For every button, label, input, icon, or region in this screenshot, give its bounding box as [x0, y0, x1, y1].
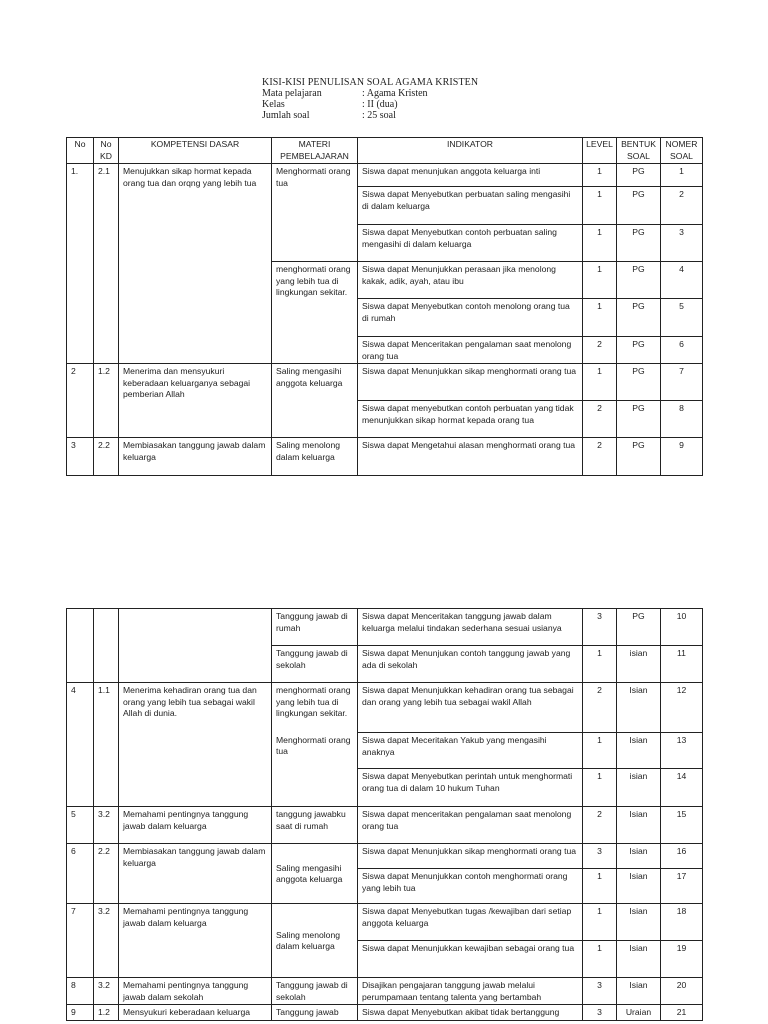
cell-indikator: Siswa dapat Menyebutkan akibat tidak bertanggung — [358, 1005, 583, 1021]
cell-level: 2 — [583, 807, 617, 844]
cell-level: 3 — [583, 978, 617, 1005]
cell-bentuk: Isian — [617, 844, 661, 869]
cell-bentuk: Isian — [617, 904, 661, 941]
cell-materi: menghormati orang yang lebih tua di lingkungan sekitar. — [272, 683, 358, 733]
cell-kd: 2.1 — [94, 164, 119, 364]
col-header-bentuk: BENTUK SOAL — [617, 138, 661, 164]
header-row-subject — [262, 88, 522, 99]
cell-bentuk: PG — [617, 225, 661, 262]
cell-indikator: Siswa dapat Mengetahui alasan menghormati orang tua — [358, 438, 583, 476]
table-row — [67, 164, 703, 187]
cell-indikator: Siswa dapat Menyebutkan contoh menolong orang tua di rumah — [358, 299, 583, 337]
cell-indikator: Siswa dapat menunjukan anggota keluarga inti — [358, 164, 583, 187]
cell-nomer: 8 — [661, 401, 703, 438]
cell-bentuk: Isian — [617, 978, 661, 1005]
header-row-count — [262, 110, 522, 121]
cell-no: 8 — [67, 978, 94, 1005]
cell-nomer: 3 — [661, 225, 703, 262]
cell-bentuk: PG — [617, 299, 661, 337]
cell-kd: 1.2 — [94, 364, 119, 438]
cell-bentuk: Isian — [617, 733, 661, 769]
cell-indikator: Siswa dapat Menunjukkan perasaan jika menolong kakak, adik, ayah, atau ibu — [358, 262, 583, 299]
cell-indikator: Siswa dapat Menyebutkan perintah untuk menghormati orang tua di dalam 10 hukum Tuhan — [358, 769, 583, 807]
cell-kd: 3.2 — [94, 807, 119, 844]
cell-kd: 3.2 — [94, 978, 119, 1005]
cell-no: 6 — [67, 844, 94, 904]
cell-level: 2 — [583, 401, 617, 438]
cell-level: 1 — [583, 262, 617, 299]
cell-indikator: Siswa dapat Menyebutkan perbuatan saling mengasihi di dalam keluarga — [358, 187, 583, 225]
cell-level: 3 — [583, 609, 617, 646]
cell-bentuk: PG — [617, 401, 661, 438]
cell-kd — [94, 609, 119, 683]
cell-nomer: 5 — [661, 299, 703, 337]
cell-nomer: 18 — [661, 904, 703, 941]
col-header-materi: MATERI PEMBELAJARAN — [272, 138, 358, 164]
cell-bentuk: isian — [617, 769, 661, 807]
cell-bentuk: PG — [617, 364, 661, 401]
cell-nomer: 2 — [661, 187, 703, 225]
cell-no: 7 — [67, 904, 94, 978]
document-title: KISI-KISI PENULISAN SOAL AGAMA KRISTEN — [262, 77, 479, 88]
table-row — [67, 438, 703, 476]
grid-table-page-1 — [66, 137, 703, 476]
cell-kompetensi: Mensyukuri keberadaan keluarga — [119, 1005, 272, 1021]
cell-nomer: 6 — [661, 337, 703, 364]
cell-nomer: 4 — [661, 262, 703, 299]
cell-bentuk: PG — [617, 337, 661, 364]
table-row — [67, 807, 703, 844]
header-value: : II (dua) — [362, 99, 398, 110]
col-header-no: No — [67, 138, 94, 164]
cell-kompetensi: Memahami pentingnya tanggung jawab dalam keluarga — [119, 904, 272, 978]
cell-level: 1 — [583, 769, 617, 807]
cell-materi: Tanggung jawab di rumah — [272, 609, 358, 646]
document-header — [262, 77, 522, 121]
cell-level: 1 — [583, 941, 617, 978]
cell-materi: tanggung jawabku saat di rumah — [272, 807, 358, 844]
cell-level: 1 — [583, 869, 617, 904]
cell-level: 1 — [583, 187, 617, 225]
header-value: : 25 soal — [362, 110, 396, 121]
cell-nomer: 10 — [661, 609, 703, 646]
cell-nomer: 12 — [661, 683, 703, 733]
cell-materi: Saling menolong dalam keluarga — [272, 904, 358, 978]
cell-indikator: Siswa dapat Menyebutkan tugas /kewajiban dari setiap anggota keluarga — [358, 904, 583, 941]
col-header-kompetensi: KOMPETENSI DASAR — [119, 138, 272, 164]
cell-materi: Tanggung jawab di sekolah — [272, 646, 358, 683]
cell-kompetensi — [119, 609, 272, 683]
cell-level: 2 — [583, 337, 617, 364]
cell-kd: 3.2 — [94, 904, 119, 978]
cell-indikator: Siswa dapat Menunjukkan sikap menghormati orang tua — [358, 844, 583, 869]
cell-indikator: Siswa dapat Menunjukkan contoh menghormati orang yang lebih tua — [358, 869, 583, 904]
cell-kd: 2.2 — [94, 844, 119, 904]
cell-kompetensi: Menerima dan mensyukuri keberadaan keluarganya sebagai pemberian Allah — [119, 364, 272, 438]
cell-bentuk: Isian — [617, 869, 661, 904]
cell-level: 2 — [583, 438, 617, 476]
cell-level: 1 — [583, 646, 617, 683]
cell-no: 3 — [67, 438, 94, 476]
table-row — [67, 844, 703, 869]
cell-indikator: Disajikan pengajaran tanggung jawab melalui perumpamaan tentang talenta yang bertambah — [358, 978, 583, 1005]
header-label: Kelas — [262, 99, 285, 110]
cell-bentuk: PG — [617, 438, 661, 476]
cell-kd: 1.2 — [94, 1005, 119, 1021]
cell-nomer: 14 — [661, 769, 703, 807]
cell-materi: Saling mengasihi anggota keluarga — [272, 844, 358, 904]
cell-kompetensi: Memahami pentingnya tanggung jawab dalam sekolah — [119, 978, 272, 1005]
cell-indikator: Siswa dapat Menyebutkan contoh perbuatan saling mengasihi di dalam keluarga — [358, 225, 583, 262]
cell-nomer: 7 — [661, 364, 703, 401]
cell-no: 5 — [67, 807, 94, 844]
cell-nomer: 16 — [661, 844, 703, 869]
cell-bentuk: Isian — [617, 807, 661, 844]
cell-level: 1 — [583, 299, 617, 337]
cell-kompetensi: Menujukkan sikap hormat kepada orang tua dan orqng yang lebih tua — [119, 164, 272, 364]
cell-no: 9 — [67, 1005, 94, 1021]
cell-indikator: Siswa dapat menyebutkan contoh perbuatan yang tidak menunjukkan sikap hormat kepada orang tua — [358, 401, 583, 438]
table-row — [67, 609, 703, 646]
cell-kompetensi: Memahami pentingnya tanggung jawab dalam keluarga — [119, 807, 272, 844]
col-header-nomer: NOMER SOAL — [661, 138, 703, 164]
cell-level: 1 — [583, 164, 617, 187]
cell-materi: Saling mengasihi anggota keluarga — [272, 364, 358, 438]
cell-nomer: 15 — [661, 807, 703, 844]
header-row — [67, 138, 703, 164]
cell-no: 1. — [67, 164, 94, 364]
header-value: : Agama Kristen — [362, 88, 428, 99]
cell-no — [67, 609, 94, 683]
cell-bentuk: Isian — [617, 941, 661, 978]
cell-materi: Tanggung jawab — [272, 1005, 358, 1021]
grid-table-page-2 — [66, 608, 703, 1021]
cell-kd: 1.1 — [94, 683, 119, 807]
cell-kompetensi: Menerima kehadiran orang tua dan orang yang lebih tua sebagai wakil Allah di dunia. — [119, 683, 272, 807]
col-header-level: LEVEL — [583, 138, 617, 164]
cell-bentuk: PG — [617, 609, 661, 646]
header-row-class — [262, 99, 522, 110]
cell-nomer: 21 — [661, 1005, 703, 1021]
cell-kompetensi: Membiasakan tanggung jawab dalam keluarga — [119, 438, 272, 476]
cell-nomer: 1 — [661, 164, 703, 187]
table-row — [67, 904, 703, 941]
col-header-indikator: INDIKATOR — [358, 138, 583, 164]
cell-kompetensi: Membiasakan tanggung jawab dalam keluarga — [119, 844, 272, 904]
cell-indikator: Siswa dapat Menunjukkan sikap menghormati orang tua — [358, 364, 583, 401]
cell-materi: Tanggung jawab di sekolah — [272, 978, 358, 1005]
cell-level: 1 — [583, 225, 617, 262]
table-row — [67, 1005, 703, 1021]
cell-bentuk: PG — [617, 262, 661, 299]
cell-bentuk: PG — [617, 187, 661, 225]
cell-bentuk: Uraian — [617, 1005, 661, 1021]
cell-level: 1 — [583, 733, 617, 769]
cell-indikator: Siswa dapat menceritakan pengalaman saat menolong orang tua — [358, 807, 583, 844]
cell-indikator: Siswa dapat Menunjukan contoh tanggung jawab yang ada di sekolah — [358, 646, 583, 683]
cell-level: 3 — [583, 844, 617, 869]
cell-materi: Saling menolong dalam keluarga — [272, 438, 358, 476]
cell-no: 2 — [67, 364, 94, 438]
cell-indikator: Siswa dapat Menunjukkan kewajiban sebagai orang tua — [358, 941, 583, 978]
header-label: Mata pelajaran — [262, 88, 322, 99]
cell-bentuk: PG — [617, 164, 661, 187]
cell-indikator: Siswa dapat Menceritakan tanggung jawab dalam keluarga melalui tindakan sederhana sesuai usianya — [358, 609, 583, 646]
cell-level: 2 — [583, 683, 617, 733]
cell-nomer: 19 — [661, 941, 703, 978]
cell-materi: Menghormati orang tua — [272, 164, 358, 262]
cell-indikator: Siswa dapat Menceritakan pengalaman saat menolong orang tua — [358, 337, 583, 364]
cell-kd: 2.2 — [94, 438, 119, 476]
cell-level: 1 — [583, 904, 617, 941]
cell-nomer: 20 — [661, 978, 703, 1005]
cell-indikator: Siswa dapat Menunjukkan kehadiran orang tua sebagai dan orang yang lebih tua sebagai wakil Allah — [358, 683, 583, 733]
cell-level: 1 — [583, 364, 617, 401]
table-row — [67, 364, 703, 401]
cell-indikator: Siswa dapat Meceritakan Yakub yang mengasihi anaknya — [358, 733, 583, 769]
header-label: Jumlah soal — [262, 110, 310, 121]
cell-level: 3 — [583, 1005, 617, 1021]
cell-bentuk: Isian — [617, 683, 661, 733]
table-row — [67, 683, 703, 733]
cell-nomer: 13 — [661, 733, 703, 769]
cell-nomer: 9 — [661, 438, 703, 476]
cell-bentuk: isian — [617, 646, 661, 683]
col-header-kd: No KD — [94, 138, 119, 164]
table-row — [67, 978, 703, 1005]
cell-nomer: 17 — [661, 869, 703, 904]
cell-no: 4 — [67, 683, 94, 807]
cell-nomer: 11 — [661, 646, 703, 683]
cell-materi: Menghormati orang tua — [272, 733, 358, 807]
cell-materi: menghormati orang yang lebih tua di lingkungan sekitar. — [272, 262, 358, 364]
